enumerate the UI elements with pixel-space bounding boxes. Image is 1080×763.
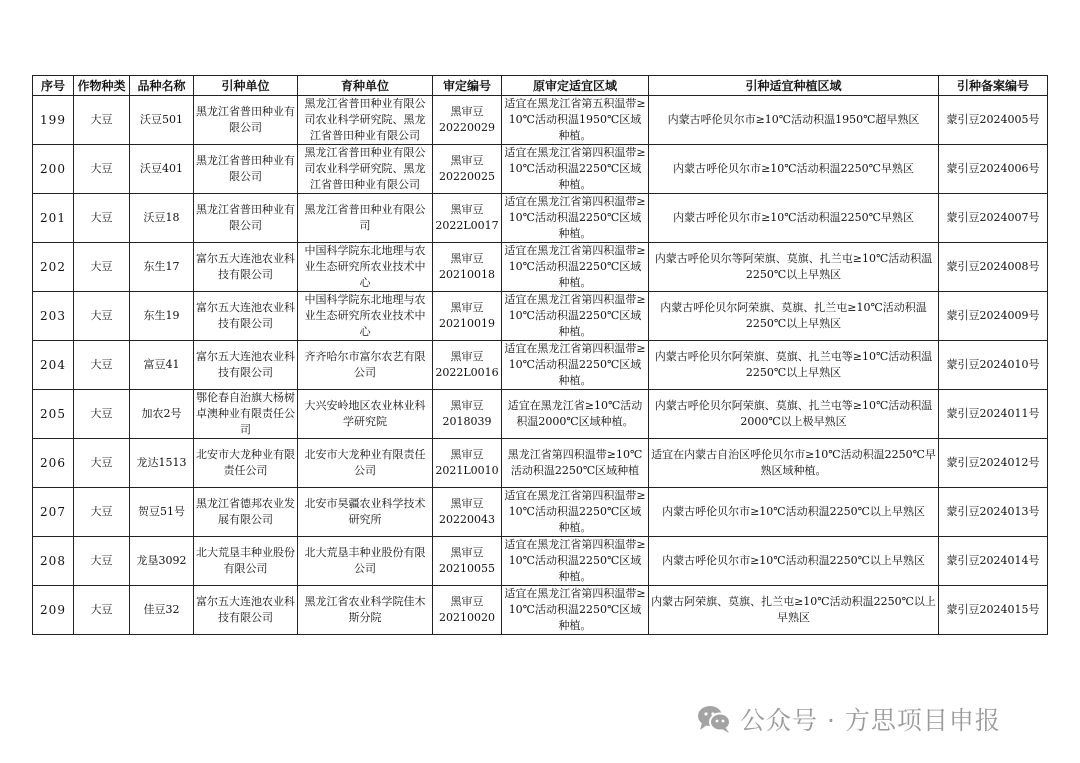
cell-filing-number: 蒙引豆2024007号 [939,194,1048,243]
cell-seq: 208 [33,537,74,586]
cell-original-region: 适宜在黑龙江省第五积温带≥10℃活动积温1950℃区域种植。 [502,96,649,145]
cell-approval-number: 黑审豆2021L0010 [433,439,502,488]
cell-approval-number: 黑审豆20210020 [433,586,502,635]
cell-filing-number: 蒙引豆2024014号 [939,537,1048,586]
cell-variety-name: 龙垦3092 [130,537,194,586]
cell-introduction-region: 内蒙古呼伦贝尔市≥10℃活动积温2250℃以上早熟区 [649,488,939,537]
cell-introduction-region: 内蒙古呼伦贝尔等阿荣旗、莫旗、扎兰屯≥10℃活动积温2250℃以上早熟区 [649,243,939,292]
header-introducing-unit: 引种单位 [194,76,298,96]
cell-original-region: 适宜在黑龙江省第四积温带≥10℃活动积温2250℃区域种植。 [502,194,649,243]
cell-crop-type: 大豆 [74,194,130,243]
cell-crop-type: 大豆 [74,96,130,145]
cell-introduction-region: 内蒙古呼伦贝尔市≥10℃活动积温2250℃以上早熟区 [649,537,939,586]
cell-variety-name: 沃豆18 [130,194,194,243]
cell-breeding-unit: 北安市昊疆农业科学技术研究所 [298,488,433,537]
cell-introducing-unit: 黑龙江省普田种业有限公司 [194,145,298,194]
cell-filing-number: 蒙引豆2024006号 [939,145,1048,194]
cell-seq: 201 [33,194,74,243]
cell-approval-number: 黑审豆20210018 [433,243,502,292]
cell-approval-number: 黑审豆20210055 [433,537,502,586]
cell-introducing-unit: 黑龙江省普田种业有限公司 [194,194,298,243]
cell-crop-type: 大豆 [74,292,130,341]
table-row [33,390,1048,439]
table-body [33,96,1048,635]
cell-seq: 206 [33,439,74,488]
cell-filing-number: 蒙引豆2024012号 [939,439,1048,488]
cell-crop-type: 大豆 [74,439,130,488]
cell-seq: 205 [33,390,74,439]
cell-variety-name: 东生19 [130,292,194,341]
cell-breeding-unit: 北大荒垦丰种业股份有限公司 [298,537,433,586]
header-introduction-region: 引种适宜种植区域 [649,76,939,96]
cell-seq: 202 [33,243,74,292]
header-filing-number: 引种备案编号 [939,76,1048,96]
cell-variety-name: 沃豆501 [130,96,194,145]
cell-breeding-unit: 黑龙江省普田种业有限公司农业科学研究院、黑龙江省普田种业有限公司 [298,96,433,145]
cell-introducing-unit: 北大荒垦丰种业股份有限公司 [194,537,298,586]
cell-seq: 204 [33,341,74,390]
header-original-region: 原审定适宜区域 [502,76,649,96]
cell-crop-type: 大豆 [74,488,130,537]
cell-seq: 207 [33,488,74,537]
cell-introduction-region: 内蒙古呼伦贝尔市≥10℃活动积温1950℃超早熟区 [649,96,939,145]
cell-introduction-region: 内蒙古呼伦贝尔阿荣旗、莫旗、扎兰屯≥10℃活动积温2250℃以上早熟区 [649,292,939,341]
cell-introducing-unit: 鄂伦春自治旗大杨树卓澳种业有限责任公司 [194,390,298,439]
cell-breeding-unit: 中国科学院东北地理与农业生态研究所农业技术中心 [298,243,433,292]
header-breeding-unit: 育种单位 [298,76,433,96]
cell-breeding-unit: 中国科学院东北地理与农业生态研究所农业技术中心 [298,292,433,341]
table-header-row [33,76,1048,96]
cell-introducing-unit: 黑龙江省普田种业有限公司 [194,96,298,145]
cell-breeding-unit: 大兴安岭地区农业林业科学研究院 [298,390,433,439]
cell-seq: 200 [33,145,74,194]
cell-introducing-unit: 黑龙江省德邦农业发展有限公司 [194,488,298,537]
header-crop-type: 作物种类 [74,76,130,96]
cell-filing-number: 蒙引豆2024011号 [939,390,1048,439]
cell-crop-type: 大豆 [74,586,130,635]
cell-introduction-region: 内蒙古呼伦贝尔阿荣旗、莫旗、扎兰屯等≥10℃活动积温2000℃以上极早熟区 [649,390,939,439]
table-row [33,586,1048,635]
table-row [33,145,1048,194]
cell-introduction-region: 内蒙古呼伦贝尔阿荣旗、莫旗、扎兰屯等≥10℃活动积温2250℃以上早熟区 [649,341,939,390]
cell-approval-number: 黑审豆20210019 [433,292,502,341]
table-row [33,292,1048,341]
table-row [33,96,1048,145]
cell-breeding-unit: 北安市大龙种业有限责任公司 [298,439,433,488]
cell-approval-number: 黑审豆2022L0016 [433,341,502,390]
table-row [33,488,1048,537]
cell-seq: 209 [33,586,74,635]
table-row [33,194,1048,243]
cell-original-region: 黑龙江省第四积温带≥10℃活动积温2250℃区域种植 [502,439,649,488]
cell-approval-number: 黑审豆20220025 [433,145,502,194]
cell-variety-name: 加农2号 [130,390,194,439]
cell-variety-name: 沃豆401 [130,145,194,194]
cell-breeding-unit: 黑龙江省普田种业有限公司 [298,194,433,243]
cell-introducing-unit: 富尔五大连池农业科技有限公司 [194,341,298,390]
cell-original-region: 适宜在黑龙江省第四积温带≥10℃活动积温2250℃区域种植。 [502,341,649,390]
cell-filing-number: 蒙引豆2024008号 [939,243,1048,292]
cell-breeding-unit: 齐齐哈尔市富尔农艺有限公司 [298,341,433,390]
cell-variety-name: 富豆41 [130,341,194,390]
cell-crop-type: 大豆 [74,390,130,439]
cell-filing-number: 蒙引豆2024013号 [939,488,1048,537]
cell-seq: 203 [33,292,74,341]
cell-variety-name: 龙达1513 [130,439,194,488]
cell-original-region: 适宜在黑龙江省第四积温带≥10℃活动积温2250℃区域种植。 [502,537,649,586]
table-row [33,341,1048,390]
cell-introducing-unit: 北安市大龙种业有限责任公司 [194,439,298,488]
cell-original-region: 适宜在黑龙江省第四积温带≥10℃活动积温2250℃区域种植。 [502,586,649,635]
header-seq: 序号 [33,76,74,96]
cell-introducing-unit: 富尔五大连池农业科技有限公司 [194,292,298,341]
cell-original-region: 适宜在黑龙江省第四积温带≥10℃活动积温2250℃区域种植。 [502,145,649,194]
cell-approval-number: 黑审豆2018039 [433,390,502,439]
cell-original-region: 适宜在黑龙江省第四积温带≥10℃活动积温2250℃区域种植。 [502,292,649,341]
cell-seq: 199 [33,96,74,145]
cell-filing-number: 蒙引豆2024010号 [939,341,1048,390]
cell-approval-number: 黑审豆2022L0017 [433,194,502,243]
cell-original-region: 适宜在黑龙江省≥10℃活动积温2000℃区域种植。 [502,390,649,439]
cell-crop-type: 大豆 [74,243,130,292]
cell-introduction-region: 内蒙古呼伦贝尔市≥10℃活动积温2250℃早熟区 [649,145,939,194]
cell-crop-type: 大豆 [74,341,130,390]
cell-filing-number: 蒙引豆2024005号 [939,96,1048,145]
cell-introduction-region: 内蒙古阿荣旗、莫旗、扎兰屯≥10℃活动积温2250℃以上早熟区 [649,586,939,635]
wechat-icon [696,703,732,735]
cell-filing-number: 蒙引豆2024015号 [939,586,1048,635]
cell-breeding-unit: 黑龙江省普田种业有限公司农业科学研究院、黑龙江省普田种业有限公司 [298,145,433,194]
table-row [33,537,1048,586]
cell-approval-number: 黑审豆20220043 [433,488,502,537]
table-row [33,243,1048,292]
cell-variety-name: 东生17 [130,243,194,292]
cell-crop-type: 大豆 [74,537,130,586]
cell-crop-type: 大豆 [74,145,130,194]
cell-filing-number: 蒙引豆2024009号 [939,292,1048,341]
cell-original-region: 适宜在黑龙江省第四积温带≥10℃活动积温2250℃区域种植。 [502,243,649,292]
cell-variety-name: 佳豆32 [130,586,194,635]
header-approval-number: 审定编号 [433,76,502,96]
seed-introduction-table [32,75,1048,635]
watermark [696,702,1001,736]
cell-breeding-unit: 黑龙江省农业科学院佳木斯分院 [298,586,433,635]
watermark-text: 公众号 · 方思项目申报 [740,706,1001,735]
cell-introduction-region: 适宜在内蒙古自治区呼伦贝尔市≥10℃活动积温2250℃早熟区域种植。 [649,439,939,488]
header-variety-name: 品种名称 [130,76,194,96]
table-row [33,439,1048,488]
cell-introduction-region: 内蒙古呼伦贝尔市≥10℃活动积温2250℃早熟区 [649,194,939,243]
cell-variety-name: 贺豆51号 [130,488,194,537]
cell-introducing-unit: 富尔五大连池农业科技有限公司 [194,586,298,635]
cell-approval-number: 黑审豆20220029 [433,96,502,145]
cell-introducing-unit: 富尔五大连池农业科技有限公司 [194,243,298,292]
cell-original-region: 适宜在黑龙江省第四积温带≥10℃活动积温2250℃区域种植。 [502,488,649,537]
